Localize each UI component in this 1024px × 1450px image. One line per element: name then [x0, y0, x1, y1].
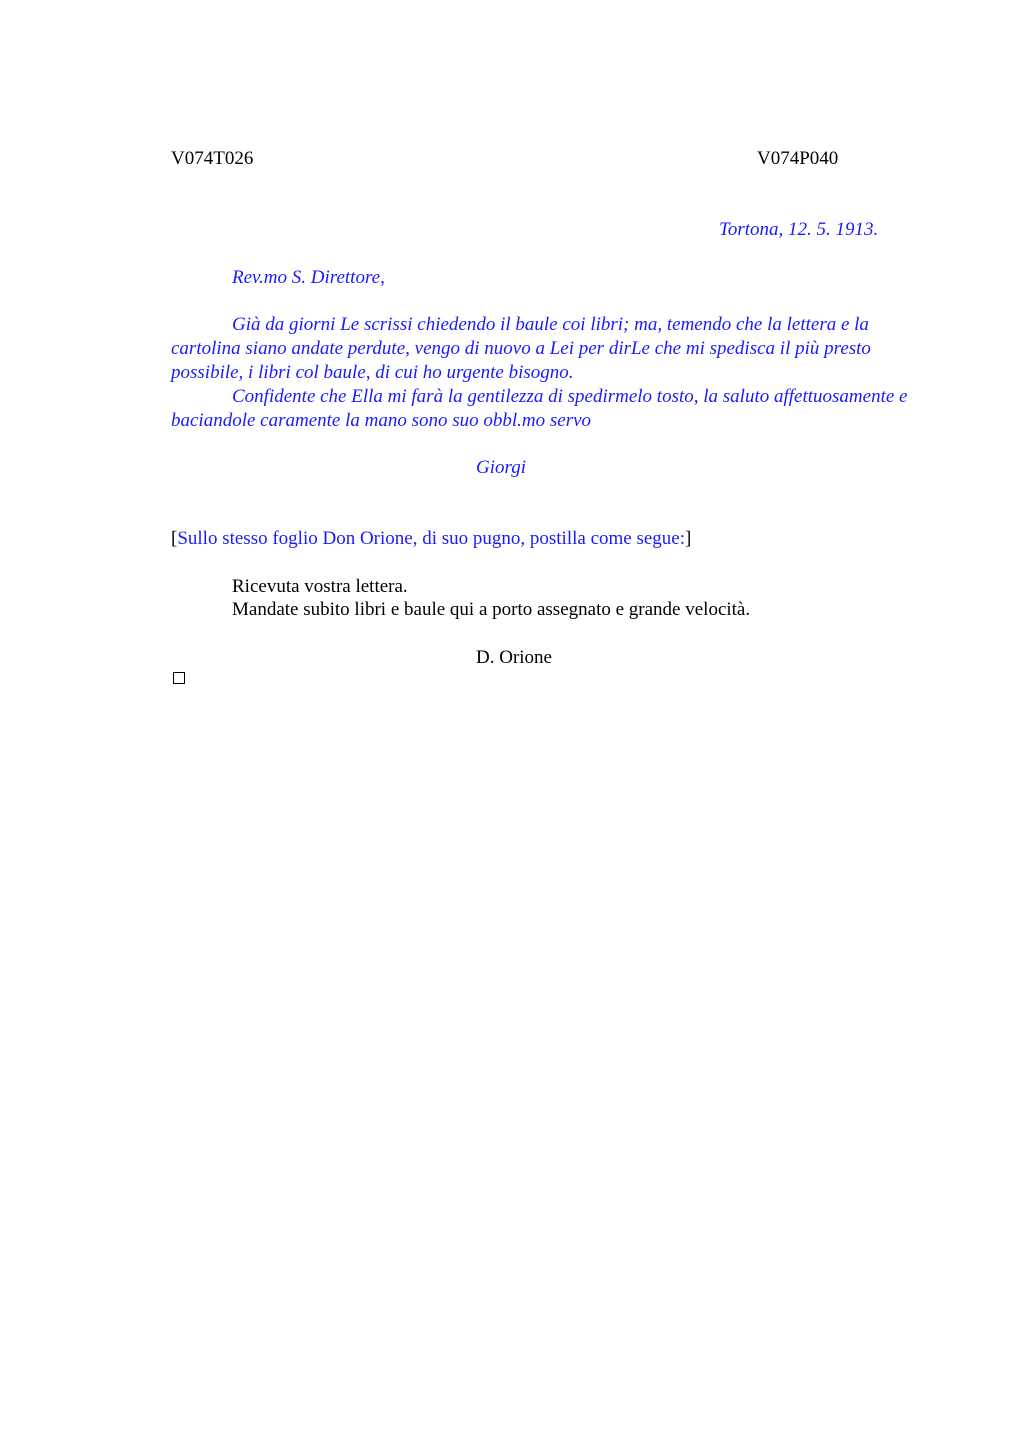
letter-signature: Giorgi — [476, 457, 526, 478]
annotation-signature: D. Orione — [476, 647, 552, 668]
annotation-line-2: Mandate subito libri e baule qui a porto assegnato e grande velocità. — [232, 599, 751, 620]
checkbox-icon — [173, 672, 185, 684]
page-code-right: V074P040 — [757, 148, 839, 169]
letter-salutation: Rev.mo S. Direttore, — [232, 267, 385, 288]
letter-paragraph-1: Già da giorni Le scrissi chiedendo il baule coi libri; ma, temendo che la lettera e la cartolina siano andate perdute, vengo di nuovo a Lei per dirLe che mi spedisca il più presto possibile, i libri col baule, di cui ho urgente bisogno. — [171, 314, 871, 383]
annotation-line-1: Ricevuta vostra lettera. — [232, 576, 408, 597]
editorial-note-close-bracket: ] — [685, 528, 692, 549]
letter-paragraph-2: Confidente che Ella mi farà la gentilezza di spedirmelo tosto, la saluto affettuosamente e baciandole caramente la mano sono suo obbl.mo servo — [171, 386, 908, 431]
editorial-note-open-bracket: [ — [171, 528, 178, 549]
editorial-note-text: Sullo stesso foglio Don Orione, di suo pugno, postilla come segue: — [177, 528, 686, 549]
editorial-note — [171, 529, 691, 548]
letter-date: Tortona, 12. 5. 1913. — [719, 219, 879, 240]
document-code-left: V074T026 — [171, 148, 254, 169]
